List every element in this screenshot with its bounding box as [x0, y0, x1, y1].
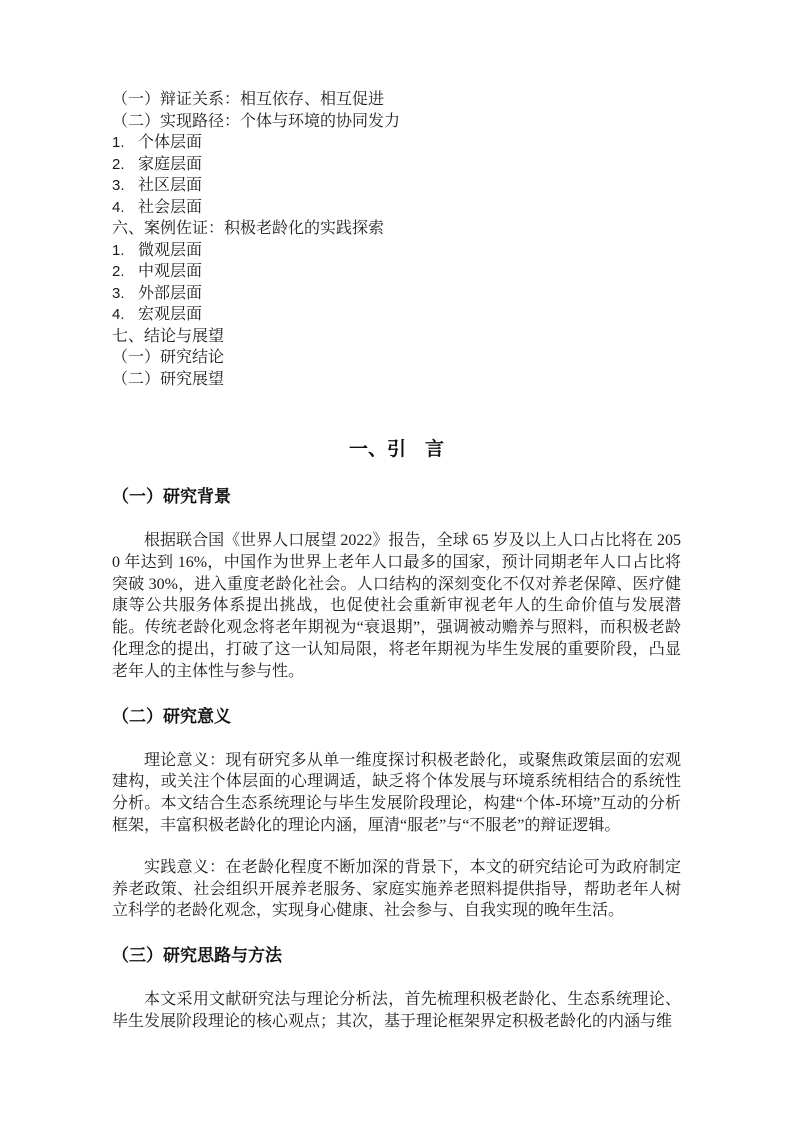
toc-item-label: 外部层面	[138, 284, 203, 302]
toc-item-marker: 4.	[112, 198, 125, 216]
toc-line	[112, 369, 681, 391]
chapter-title: 一、引 言	[348, 439, 444, 460]
section-heading: （一）研究背景	[112, 487, 231, 506]
table-of-contents	[112, 89, 681, 390]
toc-item-marker: 1.	[112, 134, 125, 151]
toc-item-label: 宏观层面	[138, 306, 203, 323]
toc-item-label: 家庭层面	[138, 155, 203, 173]
paragraph: 根据联合国《世界人口展望 2022》报告，全球 65 岁及以上人口占比将在 2050 年达到 16%，中国作为世界上老年人口最多的国家，预计同期老年人口占比将突破 30%，进入重度老龄化社会。人口结构的深刻变化不仅对养老保障、医疗健康等公共服务体系提出挑战，也促使社会重新审视老年人的生命价值与发展潜能。传统老龄化观念将老年期视为“衰退期”，强调被动赡养与照料，而积极老龄化理念的提出，打破了这一认知局限，将老年期视为毕生发展的重要阶段，凸显老年人的主体性与参与性。	[112, 532, 681, 680]
paragraph: 本文采用文献研究法与理论分析法，首先梳理积极老龄化、生态系统理论、毕生发展阶段理论的核心观点；其次，基于理论框架界定积极老龄化的内涵与维	[112, 991, 681, 1030]
section-heading: （三）研究思路与方法	[112, 946, 282, 966]
toc-item-marker: 3.	[112, 284, 125, 302]
section-heading: （二）研究意义	[112, 706, 231, 726]
toc-line	[112, 175, 681, 197]
toc-item-marker: 2.	[112, 263, 125, 280]
section-research-background	[112, 485, 681, 683]
toc-item-label: （二）研究展望	[112, 370, 225, 388]
toc-item-label: 七、结论与展望	[112, 327, 225, 345]
toc-line	[112, 132, 681, 154]
toc-item-label: （一）辩证关系：相互依存、相互促进	[112, 91, 385, 108]
toc-line	[112, 154, 681, 176]
toc-item-label: （二）实现路径：个体与环境的协同发力	[112, 112, 401, 130]
toc-line	[112, 240, 681, 262]
toc-line	[112, 326, 681, 348]
paragraph: 实践意义：在老龄化程度不断加深的背景下，本文的研究结论可为政府制定养老政策、社会组织开展养老服务、家庭实施养老照料提供指导，帮助老年人树立科学的老龄化观念，实现身心健康、社会参与、自我实现的晚年生活。	[112, 858, 681, 920]
section-research-methods	[112, 944, 681, 1033]
section-research-significance	[112, 705, 681, 923]
toc-item-label: （一）研究结论	[112, 349, 225, 366]
toc-item-marker: 2.	[112, 155, 125, 173]
paragraph: 理论意义：现有研究多从单一维度探讨积极老龄化，或聚焦政策层面的宏观建构，或关注个体层面的心理调适，缺乏将个体发展与环境系统相结合的系统性分析。本文结合生态系统理论与毕生发展阶段理论，构建“个体-环境”互动的分析框架，丰富积极老龄化的理论内涵，厘清“服老”与“不服老”的辩证逻辑。	[112, 751, 681, 834]
toc-line	[112, 347, 681, 369]
toc-item-label: 个体层面	[138, 134, 203, 151]
toc-item-marker: 1.	[112, 241, 125, 259]
toc-item-label: 社区层面	[138, 177, 203, 194]
toc-item-marker: 3.	[112, 177, 125, 194]
toc-line	[112, 218, 681, 240]
toc-line	[112, 89, 681, 111]
toc-line	[112, 197, 681, 219]
toc-item-label: 社会层面	[138, 198, 203, 216]
toc-item-marker: 4.	[112, 306, 125, 323]
toc-line	[112, 111, 681, 133]
toc-item-label: 六、案例佐证：积极老龄化的实践探索	[112, 220, 385, 237]
toc-line	[112, 261, 681, 283]
toc-line	[112, 304, 681, 326]
toc-item-label: 中观层面	[138, 263, 203, 280]
toc-item-label: 微观层面	[138, 241, 203, 259]
toc-line	[112, 283, 681, 305]
